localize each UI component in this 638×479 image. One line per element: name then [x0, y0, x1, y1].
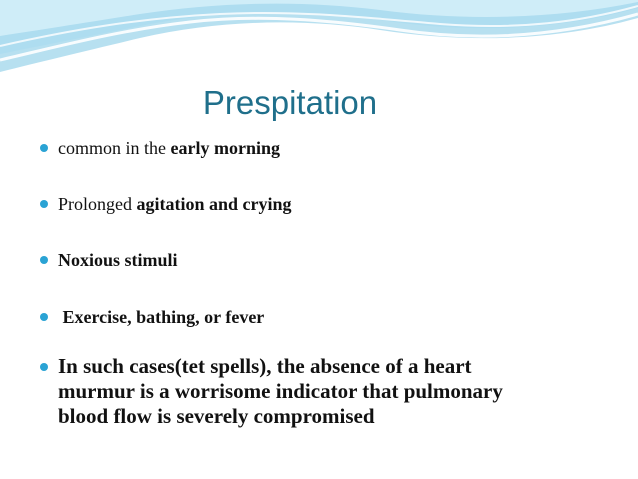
bullet-item — [40, 305, 620, 329]
header-wave-decoration — [0, 0, 638, 80]
bullet-dot-icon — [40, 256, 48, 264]
bullet-item — [40, 248, 620, 272]
bullet-bold-text: Exercise, bathing, or fever — [62, 307, 265, 327]
bullet-text: Prolonged — [58, 194, 137, 214]
bullet-dot-icon — [40, 313, 48, 321]
bullet-bold-text: early morning — [170, 138, 280, 158]
bullet-dot-icon — [40, 200, 48, 208]
conclusion-line: murmur is a worrisome indicator that pulmonary — [58, 379, 503, 403]
bullet-item — [40, 192, 620, 216]
bullet-dot-icon — [40, 144, 48, 152]
slide-title: Prespitation — [202, 84, 378, 121]
bullet-item — [40, 136, 620, 160]
bullet-bold-text: agitation and crying — [136, 194, 292, 214]
conclusion-line: blood flow is severely compromised — [58, 404, 375, 428]
conclusion-line: In such cases(tet spells), the absence of a heart — [58, 354, 472, 378]
bullet-bold-text: Noxious stimuli — [58, 250, 178, 270]
bullet-text: common in the — [58, 138, 171, 158]
bullet-list — [40, 136, 620, 429]
bullet-item-conclusion — [40, 354, 620, 429]
bullet-dot-icon — [40, 363, 48, 371]
